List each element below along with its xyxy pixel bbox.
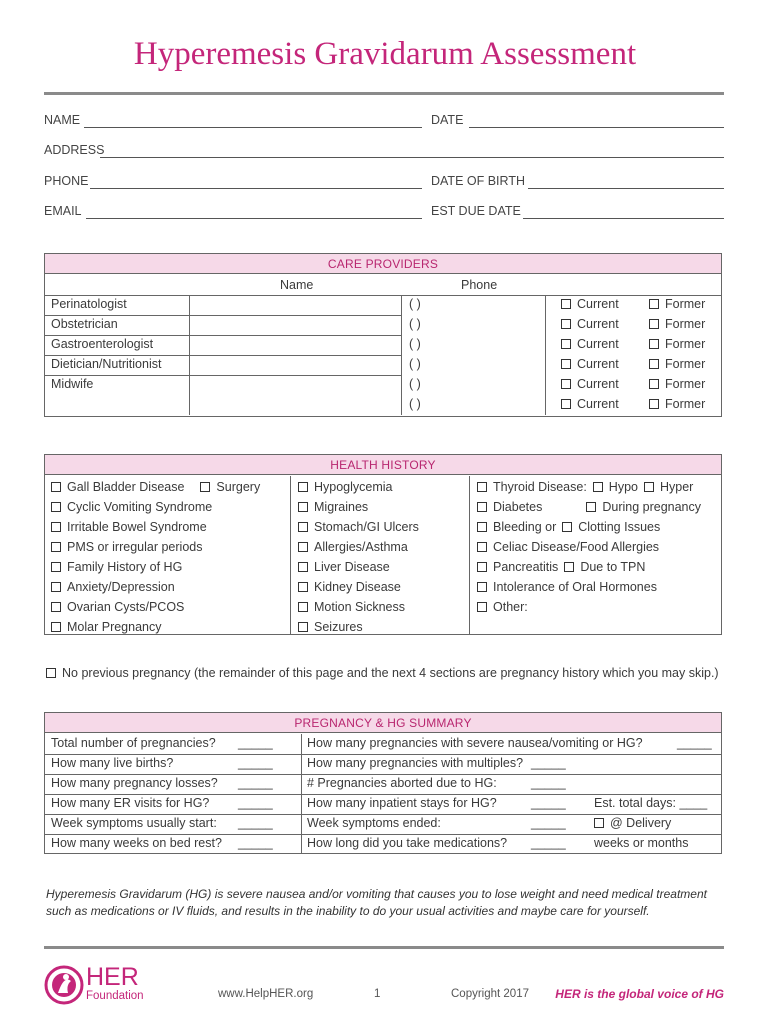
provider-type-label: Midwife xyxy=(51,377,94,391)
provider-type-label: Gastroenterologist xyxy=(51,337,154,351)
hh-col3-item-checkbox[interactable] xyxy=(477,602,487,612)
hh-col3-item[interactable] xyxy=(477,600,528,614)
summary-question-right: Week symptoms ended: xyxy=(307,816,441,830)
name-date-row xyxy=(44,113,724,131)
hh-col3-item-checkbox[interactable] xyxy=(477,502,487,512)
care-providers-rows xyxy=(45,295,721,415)
hypo-option-label: Hypo xyxy=(608,480,638,494)
hh-col3-item-checkbox[interactable] xyxy=(477,582,487,592)
hh-col2-item[interactable] xyxy=(298,620,363,634)
summary-answer-left[interactable]: _____ xyxy=(238,816,273,830)
hh-col1-item-checkbox[interactable] xyxy=(51,622,61,632)
during-pregnancy-option-checkbox[interactable] xyxy=(586,502,596,512)
due-date-line[interactable] xyxy=(523,218,724,219)
former-label: Former xyxy=(665,397,706,411)
hh-col1-item-label: Gall Bladder Disease xyxy=(67,480,185,494)
due-to-tpn-option[interactable] xyxy=(564,560,645,574)
col-phone-header: Phone xyxy=(461,278,498,292)
phone-dob-row xyxy=(44,174,724,192)
hh-col3-item[interactable] xyxy=(477,540,659,554)
during-pregnancy-option[interactable] xyxy=(586,500,701,514)
name-label: NAME xyxy=(44,113,81,127)
current-checkbox[interactable] xyxy=(561,359,571,369)
former-checkbox[interactable] xyxy=(649,399,659,409)
provider-phone-field[interactable]: ( ) xyxy=(409,297,421,311)
care-provider-row xyxy=(45,315,721,335)
hh-col1-item-checkbox[interactable] xyxy=(51,502,61,512)
surgery-option-checkbox[interactable] xyxy=(200,482,210,492)
hypo-option[interactable] xyxy=(593,480,638,494)
summary-answer-right[interactable]: _____ xyxy=(531,836,566,850)
hh-col3-item-checkbox[interactable] xyxy=(477,562,487,572)
current-checkbox[interactable] xyxy=(561,319,571,329)
care-provider-row xyxy=(45,375,721,395)
hh-col3-item-label: Pancreatitis xyxy=(493,560,559,574)
email-line[interactable] xyxy=(86,218,422,219)
at-delivery-checkbox[interactable] xyxy=(594,818,604,828)
cp-divider-3 xyxy=(545,295,546,415)
address-label: ADDRESS xyxy=(44,143,105,157)
hh-col1-item[interactable] xyxy=(51,520,207,534)
hh-col1-item-checkbox[interactable] xyxy=(51,582,61,592)
cp-divider-2 xyxy=(401,295,402,415)
due-to-tpn-option-checkbox[interactable] xyxy=(564,562,574,572)
summary-answer-right[interactable]: _____ xyxy=(677,736,712,750)
care-providers-table xyxy=(44,253,722,417)
provider-name-field[interactable] xyxy=(190,295,401,315)
hh-col2-item-label: Stomach/GI Ulcers xyxy=(314,520,419,534)
summary-question-left: How many ER visits for HG? xyxy=(51,796,210,810)
hh-col2-item[interactable] xyxy=(298,560,390,574)
cp-divider-1 xyxy=(189,295,190,415)
health-history-table xyxy=(44,454,722,635)
hh-col2-item[interactable] xyxy=(298,520,419,534)
hg-definition: Hyperemesis Gravidarum (HG) is severe nausea and/or vomiting that causes you to lose weight and need medical treatment such as medications or IV fluids, and results in the inability to do your usual activities and maybe care for yourself. xyxy=(46,887,707,918)
care-provider-row xyxy=(45,295,721,315)
phone-label: PHONE xyxy=(44,174,89,188)
hh-col3-item-label: Intolerance of Oral Hormones xyxy=(493,580,657,594)
care-providers-header: CARE PROVIDERS xyxy=(45,254,721,274)
row-divider xyxy=(45,315,401,316)
hh-col3-item-checkbox[interactable] xyxy=(477,482,487,492)
clotting-issues-option[interactable] xyxy=(562,520,660,534)
former-label: Former xyxy=(665,317,706,331)
provider-phone-field[interactable]: ( ) xyxy=(409,317,421,331)
former-checkbox[interactable] xyxy=(649,299,659,309)
summary-question-right: How long did you take medications? xyxy=(307,836,508,850)
date-line[interactable] xyxy=(469,127,724,128)
dob-line[interactable] xyxy=(528,188,724,189)
due-to-tpn-option-label: Due to TPN xyxy=(580,560,646,574)
former-label: Former xyxy=(665,297,706,311)
provider-name-field[interactable] xyxy=(190,375,401,395)
hh-col3-item-checkbox[interactable] xyxy=(477,522,487,532)
hh-col1-item-label: Ovarian Cysts/PCOS xyxy=(67,600,185,614)
col-name-header: Name xyxy=(280,278,314,292)
summary-question-left: Total number of pregnancies? xyxy=(51,736,216,750)
summary-question-left: How many pregnancy losses? xyxy=(51,776,218,790)
current-option[interactable] xyxy=(555,355,619,375)
her-foundation-logo xyxy=(44,963,144,1007)
former-checkbox[interactable] xyxy=(649,379,659,389)
hyper-option-checkbox[interactable] xyxy=(644,482,654,492)
hh-col3-item-label: Celiac Disease/Food Allergies xyxy=(493,540,660,554)
surgery-option[interactable] xyxy=(200,480,260,494)
former-option[interactable] xyxy=(643,375,705,395)
provider-type-label xyxy=(45,395,51,415)
hh-col3-item[interactable] xyxy=(477,500,701,514)
weeks-or-months-label: weeks or months xyxy=(594,836,689,850)
est-total-days-field[interactable]: Est. total days: ____ xyxy=(594,796,708,810)
hh-col1-item-checkbox[interactable] xyxy=(51,482,61,492)
at-delivery-label: @ Delivery xyxy=(610,816,672,830)
summary-answer-left[interactable]: _____ xyxy=(238,756,273,770)
no-previous-checkbox[interactable] xyxy=(46,668,56,678)
at-delivery-option[interactable] xyxy=(594,814,671,833)
surgery-option-label: Surgery xyxy=(216,480,261,494)
email-due-row xyxy=(44,204,724,222)
summary-answer-right[interactable]: _____ xyxy=(531,796,566,810)
former-option[interactable] xyxy=(643,295,705,315)
during-pregnancy-option-label: During pregnancy xyxy=(602,500,702,514)
summary-question-left: How many weeks on bed rest? xyxy=(51,836,222,850)
hh-col1-item[interactable] xyxy=(51,580,175,594)
logo-text: HER xyxy=(86,963,139,991)
summary-question-right: How many inpatient stays for HG? xyxy=(307,796,497,810)
row-divider xyxy=(45,295,721,296)
row-divider xyxy=(45,335,401,336)
hh-col1-item[interactable] xyxy=(51,480,260,494)
hh-col1-item-checkbox[interactable] xyxy=(51,602,61,612)
hh-col2-item[interactable] xyxy=(298,600,405,614)
date-label: DATE xyxy=(431,113,464,127)
summary-answer-left[interactable]: _____ xyxy=(238,776,273,790)
current-label: Current xyxy=(577,337,619,351)
current-checkbox[interactable] xyxy=(561,299,571,309)
hh-col2-item-checkbox[interactable] xyxy=(298,522,308,532)
hh-col2-item[interactable] xyxy=(298,540,408,554)
former-label: Former xyxy=(665,337,706,351)
hh-col1-item-checkbox[interactable] xyxy=(51,562,61,572)
title-rule xyxy=(44,92,724,95)
hh-col2-item-checkbox[interactable] xyxy=(298,482,308,492)
provider-type-label: Perinatologist xyxy=(51,297,127,311)
health-history-content xyxy=(45,476,721,634)
provider-phone-field[interactable]: ( ) xyxy=(409,377,421,391)
hh-col1-item-checkbox[interactable] xyxy=(51,542,61,552)
hh-col2-item-label: Seizures xyxy=(314,620,363,634)
hyper-option[interactable] xyxy=(644,480,693,494)
former-option[interactable] xyxy=(643,395,705,415)
pregnancy-summary-table xyxy=(44,712,722,854)
current-label: Current xyxy=(577,377,619,391)
hh-col3-item-checkbox[interactable] xyxy=(477,542,487,552)
hh-col2-item-checkbox[interactable] xyxy=(298,502,308,512)
hh-col3-item-label: Thyroid Disease: xyxy=(493,480,587,494)
footer-tagline: HER is the global voice of HG xyxy=(555,987,724,1001)
phone-line[interactable] xyxy=(90,188,422,189)
current-label: Current xyxy=(577,397,619,411)
provider-type-label: Dietician/Nutritionist xyxy=(51,357,162,371)
summary-answer-right[interactable]: _____ xyxy=(531,816,566,830)
hh-col2-item-checkbox[interactable] xyxy=(298,562,308,572)
hh-col1-item[interactable] xyxy=(51,540,202,554)
provider-name-field[interactable] xyxy=(190,355,401,375)
hh-col2-item-checkbox[interactable] xyxy=(298,622,308,632)
summary-answer-right[interactable]: _____ xyxy=(531,776,566,790)
pregnancy-summary-content xyxy=(45,734,721,853)
no-previous-label: No previous pregnancy (the remainder of this page and the next 4 sections are pregnancy history which you may skip.) xyxy=(62,666,719,680)
former-label: Former xyxy=(665,357,706,371)
row-divider xyxy=(45,375,401,376)
current-checkbox[interactable] xyxy=(561,399,571,409)
hh-col2-item-label: Migraines xyxy=(314,500,369,514)
health-history-header: HEALTH HISTORY xyxy=(45,455,721,475)
hh-col2-item[interactable] xyxy=(298,480,393,494)
hh-col1-item-label: Molar Pregnancy xyxy=(67,620,162,634)
hh-col1-item-label: PMS or irregular periods xyxy=(67,540,203,554)
hh-col3-item[interactable] xyxy=(477,480,693,494)
hh-col2-item-label: Hypoglycemia xyxy=(314,480,393,494)
current-option[interactable] xyxy=(555,395,619,415)
hyper-option-label: Hyper xyxy=(659,480,694,494)
clotting-issues-option-label: Clotting Issues xyxy=(578,520,661,534)
footer-rule xyxy=(44,946,724,949)
hh-col2-item-checkbox[interactable] xyxy=(298,582,308,592)
hh-col1-item-label: Family History of HG xyxy=(67,560,183,574)
hh-col1-item[interactable] xyxy=(51,600,184,614)
hh-col2-item-label: Motion Sickness xyxy=(314,600,406,614)
hh-col2-item-label: Kidney Disease xyxy=(314,580,401,594)
former-checkbox[interactable] xyxy=(649,319,659,329)
provider-name-field[interactable] xyxy=(190,315,401,335)
provider-phone-field[interactable]: ( ) xyxy=(409,337,421,351)
due-date-label: EST DUE DATE xyxy=(431,204,521,218)
pregnancy-summary-header: PREGNANCY & HG SUMMARY xyxy=(45,713,721,733)
current-label: Current xyxy=(577,317,619,331)
summary-question-right: How many pregnancies with multiples? xyxy=(307,756,524,770)
provider-phone-field[interactable]: ( ) xyxy=(409,397,421,411)
current-label: Current xyxy=(577,297,619,311)
name-line[interactable] xyxy=(84,127,422,128)
hh-col1-item[interactable] xyxy=(51,560,182,574)
summary-question-left: How many live births? xyxy=(51,756,174,770)
summary-answer-right[interactable]: _____ xyxy=(531,756,566,770)
hh-col2-item-label: Liver Disease xyxy=(314,560,390,574)
hh-col2-item-checkbox[interactable] xyxy=(298,602,308,612)
former-option[interactable] xyxy=(643,355,705,375)
current-checkbox[interactable] xyxy=(561,339,571,349)
care-providers-col-headers xyxy=(45,275,721,295)
care-provider-row xyxy=(45,335,721,355)
former-checkbox[interactable] xyxy=(649,339,659,349)
former-label: Former xyxy=(665,377,706,391)
summary-question-right: How many pregnancies with severe nausea/vomiting or HG? xyxy=(307,736,643,750)
current-label: Current xyxy=(577,357,619,371)
provider-type-label: Obstetrician xyxy=(51,317,118,331)
current-option[interactable] xyxy=(555,335,619,355)
hh-col2-item[interactable] xyxy=(298,580,401,594)
footer-copyright: Copyright 2017 xyxy=(451,988,529,1000)
current-option[interactable] xyxy=(555,375,619,395)
former-option[interactable] xyxy=(643,315,705,335)
hypo-option-checkbox[interactable] xyxy=(593,482,603,492)
hh-col2-item-checkbox[interactable] xyxy=(298,542,308,552)
address-row xyxy=(44,143,724,161)
hh-col3-item[interactable] xyxy=(477,520,660,534)
address-line[interactable] xyxy=(100,157,724,158)
hh-col3-item[interactable] xyxy=(477,580,657,594)
hh-col1-item-checkbox[interactable] xyxy=(51,522,61,532)
footer-website[interactable]: www.HelpHER.org xyxy=(218,988,314,1000)
hh-col2-item-label: Allergies/Asthma xyxy=(314,540,408,554)
current-checkbox[interactable] xyxy=(561,379,571,389)
summary-question-left: Week symptoms usually start: xyxy=(51,816,217,830)
no-previous-pregnancy-option[interactable] xyxy=(46,666,719,680)
hh-col3-item-label: Bleeding or xyxy=(493,520,557,534)
care-provider-row xyxy=(45,355,721,375)
hh-col1-item-label: Anxiety/Depression xyxy=(67,580,175,594)
former-checkbox[interactable] xyxy=(649,359,659,369)
logo-subtext: Foundation xyxy=(86,990,144,1002)
email-label: EMAIL xyxy=(44,204,82,218)
summary-answer-left[interactable]: _____ xyxy=(238,736,273,750)
row-divider xyxy=(45,355,401,356)
hh-col1-item-label: Cyclic Vomiting Syndrome xyxy=(67,500,213,514)
care-provider-row xyxy=(45,395,721,415)
her-logo-icon xyxy=(44,963,88,1007)
summary-answer-left[interactable]: _____ xyxy=(238,836,273,850)
summary-answer-left[interactable]: _____ xyxy=(238,796,273,810)
clotting-issues-option-checkbox[interactable] xyxy=(562,522,572,532)
former-option[interactable] xyxy=(643,335,705,355)
current-option[interactable] xyxy=(555,315,619,335)
hh-col3-item[interactable] xyxy=(477,560,645,574)
provider-name-field[interactable] xyxy=(190,335,401,355)
hh-col3-item-label: Diabetes xyxy=(493,500,543,514)
hh-col1-item[interactable] xyxy=(51,500,212,514)
hh-col2-item[interactable] xyxy=(298,500,368,514)
dob-label: DATE OF BIRTH xyxy=(431,174,525,188)
current-option[interactable] xyxy=(555,295,619,315)
footer-page-number: 1 xyxy=(374,988,381,1000)
provider-phone-field[interactable]: ( ) xyxy=(409,357,421,371)
hh-col3-item-label: Other: xyxy=(493,600,528,614)
provider-name-field[interactable] xyxy=(190,395,401,415)
page-title: Hyperemesis Gravidarum Assessment xyxy=(133,36,637,72)
hh-col1-item-label: Irritable Bowel Syndrome xyxy=(67,520,207,534)
summary-question-right: # Pregnancies aborted due to HG: xyxy=(307,776,497,790)
hh-col1-item[interactable] xyxy=(51,620,162,634)
